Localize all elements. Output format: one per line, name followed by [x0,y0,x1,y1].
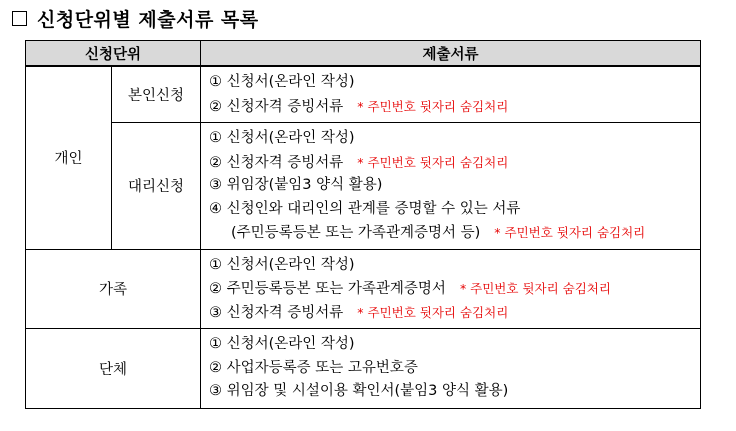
subgroup-self-label: 본인신청 [112,66,201,123]
checkbox-icon [12,11,27,26]
list-item: ② 사업자등록증 또는 고유번호증 [209,359,418,376]
list-item: ② 주민등록등본 또는 가족관계증명서 * 주민번호 뒷자리 숨김처리 [209,281,611,297]
list-item: ① 신청서(온라인 작성) [209,130,355,146]
note-text: * 주민번호 뒷자리 숨김처리 [357,154,509,170]
table-row [26,66,701,123]
header-unit: 신청단위 [26,41,201,67]
header-docs: 제출서류 [201,41,701,67]
list-item: ① 신청서(온라인 작성) [209,256,355,273]
list-item: ① 신청서(온라인 작성) [209,74,355,90]
table-row [26,249,701,329]
list-item: ③ 신청자격 증빙서류 * 주민번호 뒷자리 숨김처리 [209,304,509,321]
list-item: (주민등록등본 또는 가족관계증명서 등) * 주민번호 뒷자리 숨김처리 [231,225,646,241]
list-item: ① 신청서(온라인 작성) [209,336,355,352]
group-organization-label: 단체 [26,329,201,409]
header-row [26,41,701,67]
document-title [12,6,259,30]
documents-table [25,40,701,409]
list-item: ③ 위임장(붙임3 양식 활용) [209,177,383,193]
note-text: * 주민번호 뒷자리 숨김처리 [357,98,509,114]
list-item: ② 신청자격 증빙서류 * 주민번호 뒷자리 숨김처리 [209,154,509,171]
proxy-docs-cell [201,123,701,250]
organization-docs-cell [201,329,701,409]
list-item: ④ 신청인와 대리인의 관계를 증명할 수 있는 서류 [209,200,521,217]
list-item: ② 신청자격 증빙서류 * 주민번호 뒷자리 숨김처리 [209,98,509,115]
table-row [26,123,701,250]
family-docs-cell [201,249,701,329]
title-text: 신청단위별 제출서류 목록 [37,8,259,31]
note-text: * 주민번호 뒷자리 숨김처리 [459,281,611,296]
subgroup-proxy-label: 대리신청 [112,123,201,250]
list-item: ③ 위임장 및 시설이용 확인서(붙임3 양식 활용) [209,383,509,399]
note-text: * 주민번호 뒷자리 숨김처리 [494,225,646,240]
table-row [26,329,701,409]
group-individual-label: 개인 [26,66,112,249]
note-text: * 주민번호 뒷자리 숨김처리 [357,304,509,320]
group-family-label: 가족 [26,249,201,329]
self-docs-cell [201,66,701,123]
